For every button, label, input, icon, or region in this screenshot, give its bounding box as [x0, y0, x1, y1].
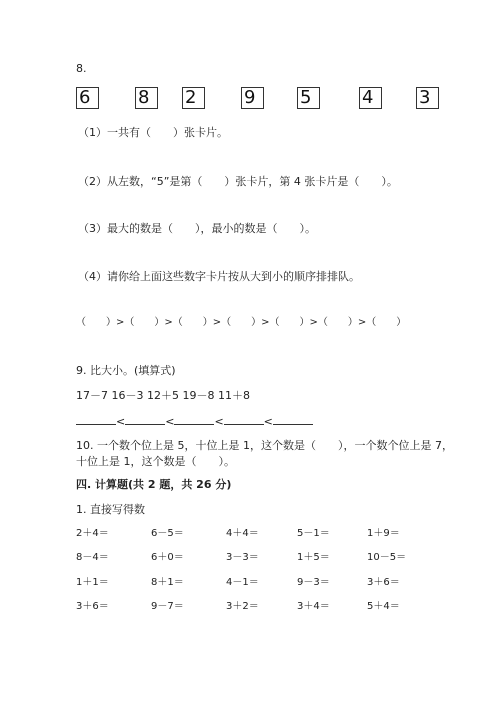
arithmetic-problem: 8＋1＝	[151, 577, 184, 588]
question-8-part-4: （4）请你给上面这些数字卡片按从大到小的顺序排排队。	[78, 270, 360, 283]
number-cards	[76, 87, 446, 111]
comparison-blanks	[76, 413, 313, 429]
less-than-sign: <	[214, 415, 224, 428]
less-than-sign: <	[263, 415, 273, 428]
arithmetic-problem: 6＋0＝	[151, 552, 184, 563]
arithmetic-problem: 5－1＝	[297, 528, 330, 539]
question-10-line-2: 十位上是 1，这个数是（ ）。	[76, 455, 235, 468]
arithmetic-problem: 2＋4＝	[76, 528, 109, 539]
question-10-line-1: 10. 一个数个位上是 5，十位上是 1，这个数是（ ），一个数个位上是 7，	[76, 439, 453, 452]
section-4-subquestion-1: 1. 直接写得数	[76, 503, 145, 516]
arithmetic-problem: 8－4＝	[76, 552, 109, 563]
arithmetic-problem: 5＋4＝	[367, 601, 400, 612]
number-card: 6	[76, 87, 99, 109]
arithmetic-problem: 3＋6＝	[76, 601, 109, 612]
arithmetic-problem: 3＋2＝	[226, 601, 259, 612]
question-9-title: 9. 比大小。(填算式)	[76, 364, 176, 377]
descending-order-blanks: （ ）>（ ）>（ ）>（ ）>（ ）>（ ）>（ ）	[76, 317, 407, 328]
answer-blank	[76, 413, 116, 425]
arithmetic-problem: 1＋5＝	[297, 552, 330, 563]
number-card: 9	[241, 87, 264, 109]
number-card: 5	[297, 87, 320, 109]
number-card: 8	[135, 87, 158, 109]
arithmetic-problem: 3＋4＝	[297, 601, 330, 612]
question-8-part-2: （2）从左数，“5”是第（ ）张卡片，第 4 张卡片是（ ）。	[78, 175, 398, 188]
answer-blank	[273, 413, 313, 425]
arithmetic-problem: 10－5＝	[367, 552, 407, 563]
arithmetic-problem: 3＋6＝	[367, 577, 400, 588]
number-card: 3	[416, 87, 439, 109]
arithmetic-problem: 4＋4＝	[226, 528, 259, 539]
question-8-number: 8.	[76, 62, 87, 75]
question-8-part-1: （1）一共有（ ）张卡片。	[78, 126, 228, 139]
less-than-sign: <	[165, 415, 175, 428]
answer-blank	[125, 413, 165, 425]
answer-blank	[224, 413, 264, 425]
number-card: 2	[182, 87, 205, 109]
arithmetic-problem: 4－1＝	[226, 577, 259, 588]
arithmetic-problem: 3－3＝	[226, 552, 259, 563]
less-than-sign: <	[116, 415, 126, 428]
answer-blank	[174, 413, 214, 425]
question-9-expressions: 17－7 16－3 12＋5 19－8 11＋8	[76, 389, 250, 402]
arithmetic-problem: 9－3＝	[297, 577, 330, 588]
number-card: 4	[359, 87, 382, 109]
section-4-heading: 四. 计算题(共 2 题，共 26 分)	[76, 478, 232, 491]
arithmetic-problem: 1＋9＝	[367, 528, 400, 539]
question-8-part-3: （3）最大的数是（ ），最小的数是（ ）。	[78, 222, 316, 235]
arithmetic-problem: 9－7＝	[151, 601, 184, 612]
arithmetic-problem: 1＋1＝	[76, 577, 109, 588]
arithmetic-problem: 6－5＝	[151, 528, 184, 539]
